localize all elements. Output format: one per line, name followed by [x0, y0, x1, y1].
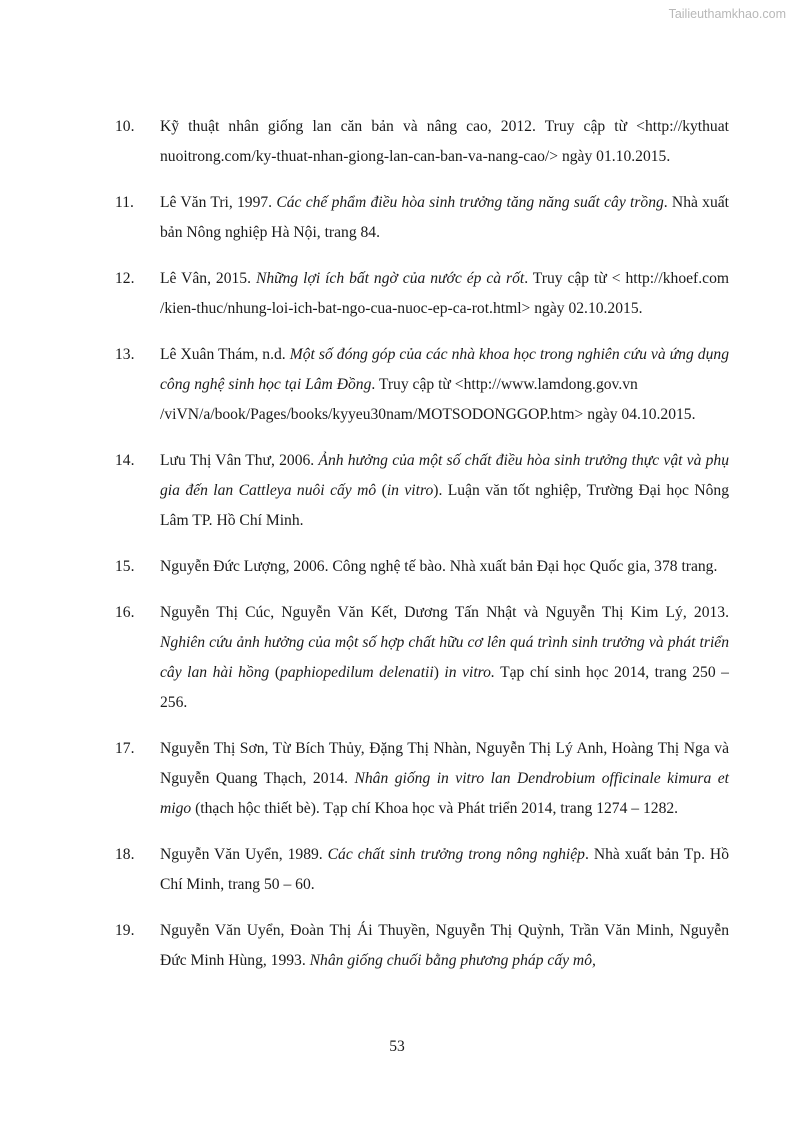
reference-author: Nguyễn Văn Uyển, Đoàn Thị Ái Thuyền, Nguyễn Thị Quỳnh, Trần Văn Minh, Nguyễn Đức Minh Hùng, 1993. — [160, 922, 729, 969]
reference-author: Lê Xuân Thám, n.d. — [160, 346, 290, 363]
reference-line: Kỹ thuật nhân giống lan căn bản và nâng cao, 2012. Truy cập từ <http://kythuat — [160, 118, 729, 135]
reference-line: /viVN/a/book/Pages/books/kyyeu30nam/MOTSODONGGOP.htm> ngày 04.10.2015. — [160, 406, 696, 423]
reference-list — [115, 112, 729, 992]
reference-punctuation: ( — [269, 664, 281, 681]
reference-title: Một số đóng góp của các nhà khoa học trong nghiên cứu và ứng dụng công nghệ sinh học tại Lâm Đồng — [160, 346, 729, 393]
reference-number: 12. — [115, 270, 135, 287]
reference-number: 18. — [115, 846, 135, 863]
reference-line: nuoitrong.com/ky-thuat-nhan-giong-lan-can-ban-va-nang-cao/> ngày 01.10.2015. — [160, 148, 671, 165]
reference-number: 10. — [115, 118, 135, 135]
reference-text: Nguyễn Đức Lượng, 2006. Công nghệ tế bào. Nhà xuất bản Đại học Quốc gia, 378 trang. — [160, 558, 718, 575]
reference-item-15 — [115, 552, 729, 582]
reference-punctuation: ) — [433, 664, 445, 681]
reference-title: Nhân giống chuối bằng phương pháp cấy mô, — [309, 952, 596, 969]
reference-item-19 — [115, 916, 729, 976]
reference-number: 16. — [115, 604, 135, 621]
page-number: 53 — [389, 1038, 405, 1055]
reference-title: Nghiên cứu ảnh hưởng của một số hợp chất hữu cơ lên quá trình sinh trưởng và phát triển cây lan hài hồng — [160, 634, 729, 681]
reference-line: /kien-thuc/nhung-loi-ich-bat-ngo-cua-nuoc-ep-ca-rot.html> ngày 02.10.2015. — [160, 300, 643, 317]
reference-item-12 — [115, 264, 729, 324]
reference-item-16 — [115, 598, 729, 718]
reference-source: . Nhà xuất bản Nông nghiệp Hà Nội, trang 84. — [160, 194, 730, 241]
reference-item-14 — [115, 446, 729, 536]
reference-title: Các chế phẩm điều hòa sinh trưởng tăng năng suất cây trồng — [276, 194, 664, 211]
reference-source: ). Luận văn tốt nghiệp, Trường Đại học Nông Lâm TP. Hồ Chí Minh. — [160, 482, 730, 529]
reference-author: Nguyễn Thị Sơn, Từ Bích Thủy, Đặng Thị Nhàn, Nguyễn Thị Lý Anh, Hoàng Thị Nga và Nguyễn Quang Thạch, 2014. — [160, 740, 729, 787]
reference-number: 15. — [115, 558, 135, 575]
reference-author: Lê Văn Tri, 1997. — [160, 194, 277, 211]
reference-source: (thạch hộc thiết bè). Tạp chí Khoa học và Phát triển 2014, trang 1274 – 1282. — [191, 800, 679, 817]
reference-number: 13. — [115, 346, 135, 363]
reference-number: 14. — [115, 452, 135, 469]
reference-number: 11. — [115, 194, 134, 211]
reference-source: . Truy cập từ < http://khoef.com — [524, 270, 729, 287]
reference-author: Nguyễn Thị Cúc, Nguyễn Văn Kết, Dương Tấn Nhật và Nguyễn Thị Kim Lý, 2013. — [160, 604, 729, 621]
reference-title: Các chất sinh trưởng trong nông nghiệp — [327, 846, 585, 863]
reference-source: Tạp chí sinh học 2014, trang 250 – 256. — [160, 664, 729, 711]
reference-term: in vitro. — [444, 664, 495, 681]
reference-title: Những lợi ích bất ngờ của nước ép cà rốt — [255, 270, 525, 287]
reference-author: Nguyễn Văn Uyển, 1989. — [160, 846, 328, 863]
reference-term: paphiopedilum delenatii — [280, 664, 434, 681]
watermark: Tailieuthamkhao.com — [668, 7, 786, 21]
reference-item-17 — [115, 734, 729, 824]
reference-author: Lưu Thị Vân Thư, 2006. — [160, 452, 319, 469]
reference-number: 19. — [115, 922, 135, 939]
reference-source: . Truy cập từ <http://www.lamdong.gov.vn — [371, 376, 638, 393]
reference-item-10 — [115, 112, 729, 172]
reference-number: 17. — [115, 740, 135, 757]
reference-title: Nhân giống in vitro lan Dendrobium officinale kimura et migo — [160, 770, 729, 817]
reference-title: Ảnh hưởng của một số chất điều hòa sinh trưởng thực vật và phụ gia đến lan Cattleya nuôi cấy mô — [160, 452, 729, 499]
reference-item-11 — [115, 188, 729, 248]
reference-item-13 — [115, 340, 729, 430]
reference-source: . Nhà xuất bản Tp. Hồ Chí Minh, trang 50 – 60. — [160, 846, 729, 893]
reference-term: in vitro — [386, 482, 434, 499]
reference-item-18 — [115, 840, 729, 900]
reference-punctuation: ( — [376, 482, 387, 499]
reference-author: Lê Vân, 2015. — [160, 270, 256, 287]
